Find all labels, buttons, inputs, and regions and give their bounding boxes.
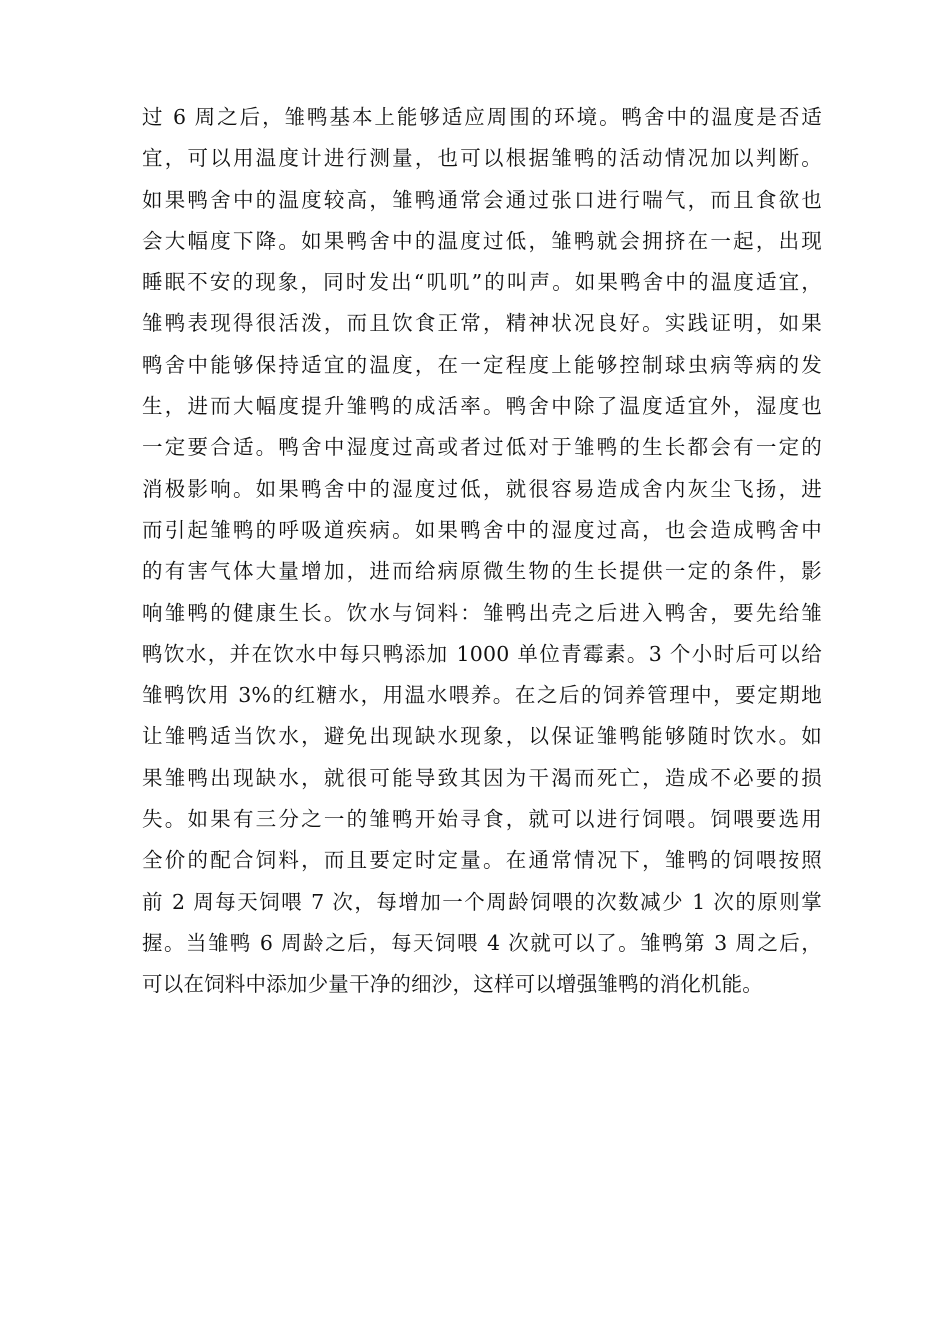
text-line: 如果鸭舍中的温度较高，雏鸭通常会通过张口进行喘气，而且食欲也 <box>142 187 822 212</box>
text-line: 可以在饲料中添加少量干净的细沙，这样可以增强雏鸭的消化机能。 <box>142 972 763 997</box>
text-line: 果雏鸭出现缺水，就很可能导致其因为干渴而死亡，造成不必要的损 <box>142 765 822 790</box>
text-line: 会大幅度下降。如果鸭舍中的温度过低，雏鸭就会拥挤在一起，出现 <box>142 228 822 253</box>
body-paragraph <box>142 97 822 1006</box>
text-line: 过 6 周之后，雏鸭基本上能够适应周围的环境。鸭舍中的温度是否适 <box>142 105 822 129</box>
text-line: 握。当雏鸭 6 周龄之后，每天饲喂 4 次就可以了。雏鸭第 3 周之后， <box>142 930 822 955</box>
text-line: 鸭舍中能够保持适宜的温度，在一定程度上能够控制球虫病等病的发 <box>142 352 822 377</box>
text-line: 一定要合适。鸭舍中湿度过高或者过低对于雏鸭的生长都会有一定的 <box>142 435 822 460</box>
text-line: 雏鸭饮用 3%的红糖水，用温水喂养。在之后的饲养管理中，要定期地 <box>142 683 822 708</box>
text-line: 生，进而大幅度提升雏鸭的成活率。鸭舍中除了温度适宜外，湿度也 <box>142 394 822 419</box>
text-line: 消极影响。如果鸭舍中的湿度过低，就很容易造成舍内灰尘飞扬，进 <box>142 476 822 501</box>
text-line: 失。如果有三分之一的雏鸭开始寻食，就可以进行饲喂。饲喂要选用 <box>142 807 822 832</box>
text-line: 响雏鸭的健康生长。饮水与饲料：雏鸭出壳之后进入鸭舍，要先给雏 <box>142 600 822 625</box>
text-line: 而引起雏鸭的呼吸道疾病。如果鸭舍中的湿度过高，也会造成鸭舍中 <box>142 517 822 542</box>
text-line: 全价的配合饲料，而且要定时定量。在通常情况下，雏鸭的饲喂按照 <box>142 848 822 873</box>
text-line: 的有害气体大量增加，进而给病原微生物的生长提供一定的条件，影 <box>142 559 822 584</box>
text-line: 前 2 周每天饲喂 7 次，每增加一个周龄饲喂的次数减少 1 次的原则掌 <box>142 889 822 914</box>
text-line: 鸭饮水，并在饮水中每只鸭添加 1000 单位青霉素。3 个小时后可以给 <box>142 641 822 666</box>
text-line: 睡眠不安的现象，同时发出“叽叽”的叫声。如果鸭舍中的温度适宜， <box>142 270 822 295</box>
text-line: 雏鸭表现得很活泼，而且饮食正常，精神状况良好。实践证明，如果 <box>142 311 822 336</box>
text-line: 宜，可以用温度计进行测量，也可以根据雏鸭的活动情况加以判断。 <box>142 146 822 171</box>
text-line: 让雏鸭适当饮水，避免出现缺水现象，以保证雏鸭能够随时饮水。如 <box>142 724 822 749</box>
